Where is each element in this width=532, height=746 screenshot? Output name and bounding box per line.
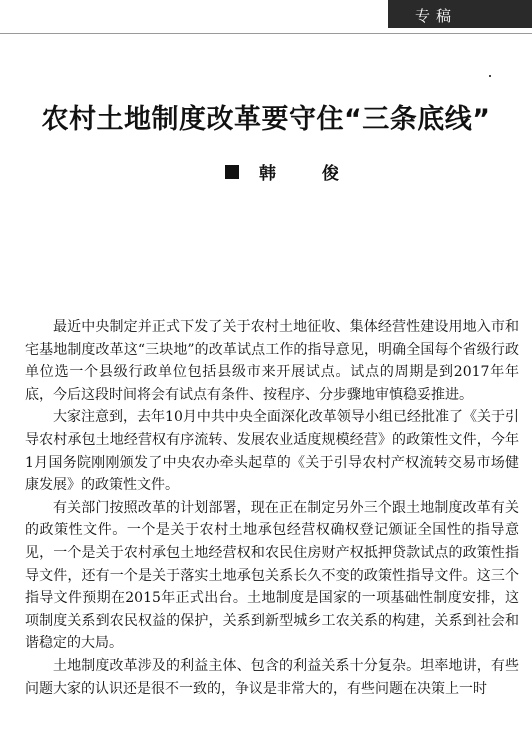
column-tag: 专稿 <box>415 7 458 25</box>
paragraph: 最近中央制定并正式下发了关于农村土地征收、集体经营性建设用地入市和宅基地制度改革这“三块地”的改革试点工作的指导意见，明确全国每个省级行政单位选一个县级行政单位包括县级市来开展试点。试点的周期是到2017年年底，今后这段时间将会有试点有条件、按程序、分步骤地审慎稳妥推进。 <box>25 319 519 403</box>
column-tag-bar <box>388 0 532 28</box>
article-title: 农村土地制度改革要守住“三条底线” <box>41 104 491 135</box>
paragraph: 大家注意到，去年10月中共中央全面深化改革领导小组已经批准了《关于引导农村承包土地经营权有序流转、发展农业适度规模经营》的政策性文件，今年1月国务院刚刚颁发了中央农办牵头起草的《关于引导农村产权流转交易市场健康发展》的政策性文件。 <box>25 409 519 494</box>
article-body <box>25 316 519 700</box>
byline <box>225 159 359 184</box>
black-square-icon <box>225 165 239 179</box>
paragraph: 有关部门按照改革的计划部署，现在正在制定另外三个跟土地制度改革有关的政策性文件。一个是关于农村土地承包经营权确权登记颁证全国性的指导意见，一个是关于农村承包土地经营权和农民住房财产权抵押贷款试点的政策性指导文件，还有一个是关于落实土地承包关系长久不变的政策性指导文件。这三个指导文件预期在2015年正式出台。土地制度是国家的一项基础性制度安排，这项制度关系到农民权益的保护，关系到新型城乡工农关系的构建，关系到社会和谐稳定的大局。 <box>25 499 519 652</box>
author-name: 韩 俊 <box>259 164 359 184</box>
paragraph: 土地制度改革涉及的利益主体、包含的利益关系十分复杂。坦率地讲，有些问题大家的认识还是很不一致的，争议是非常大的，有些问题在决策上一时 <box>25 657 519 697</box>
print-speck <box>489 75 491 77</box>
header-rule <box>0 33 532 34</box>
